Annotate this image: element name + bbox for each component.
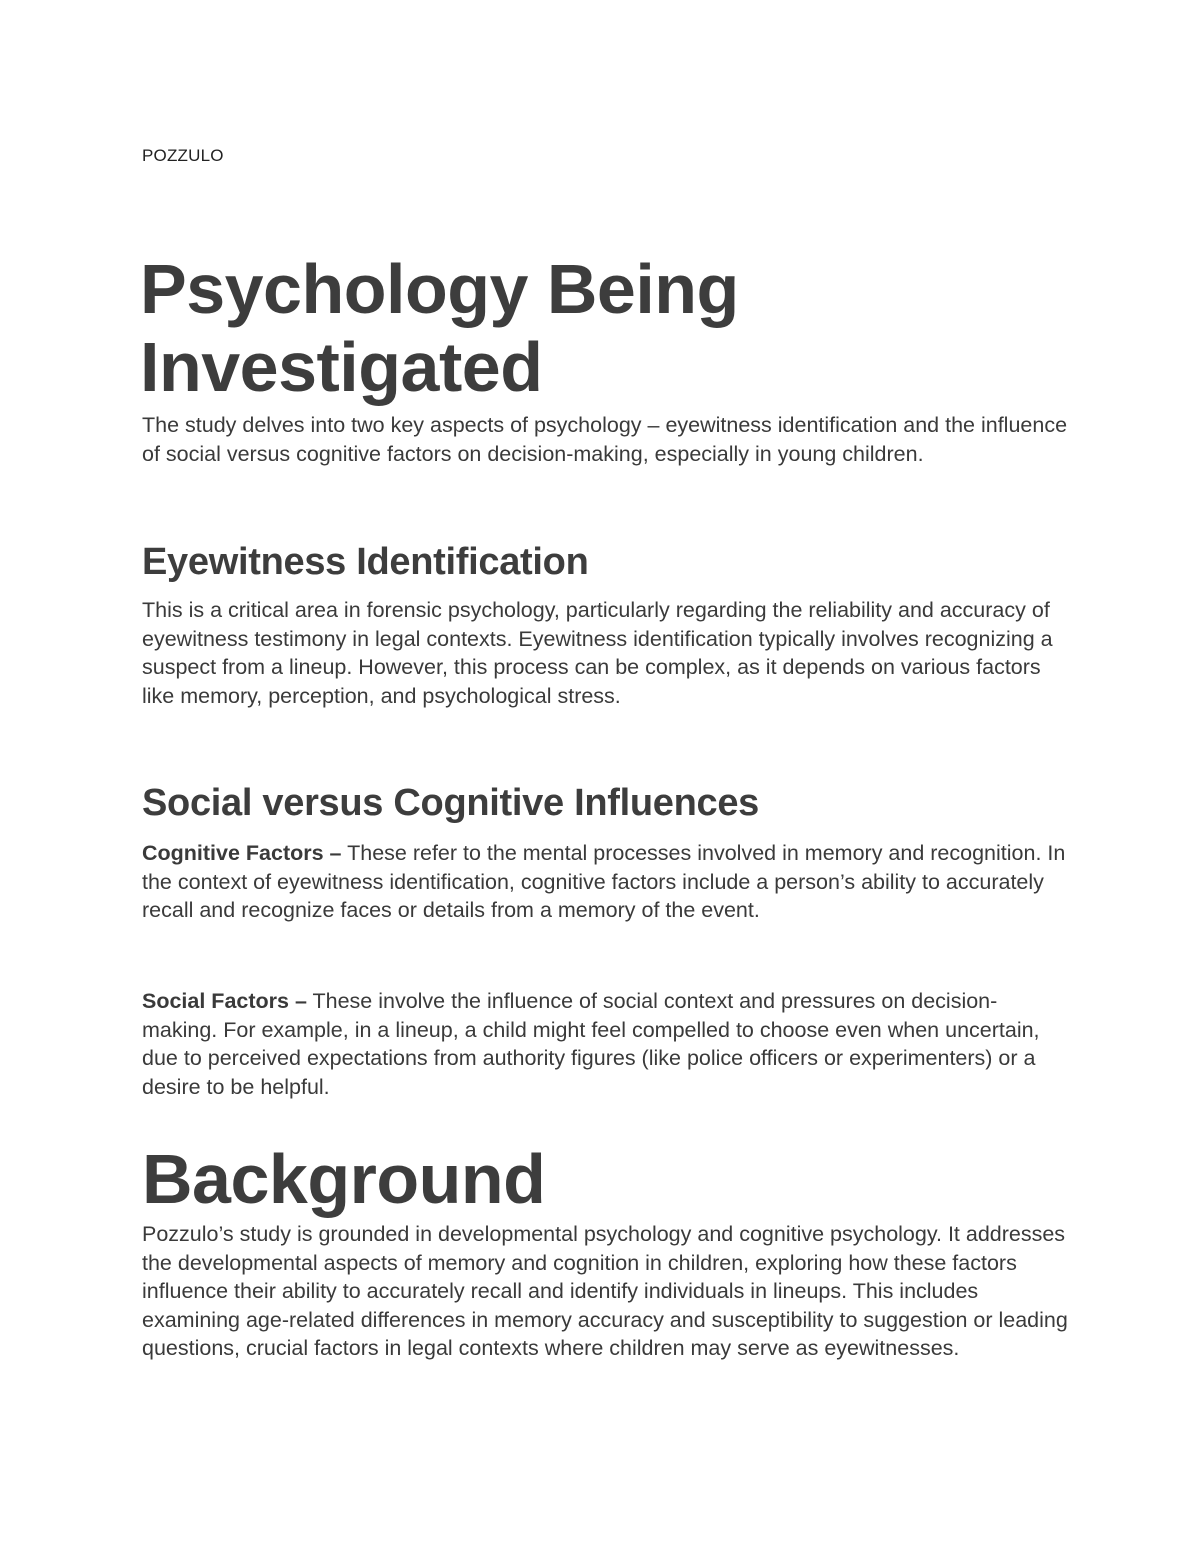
page-title-line-1: Psychology Being <box>140 250 739 328</box>
cognitive-factors-paragraph <box>142 839 1072 925</box>
social-factors-text: These involve the influence of social context and pressures on decision-making. For example, in a lineup, a child might feel compelled to choose even when uncertain, due to perceived expectations from authority figures (like police officers or experimenters) or a desire to be helpful. <box>142 989 1040 1099</box>
background-heading: Background <box>142 1140 546 1218</box>
cognitive-factors-text: These refer to the mental processes involved in memory and recognition. In the context of eyewitness identification, cognitive factors include a person’s ability to accurately recall and recognize faces or details from a memory of the event. <box>142 841 1066 922</box>
eyewitness-heading: Eyewitness Identification <box>142 541 589 583</box>
cognitive-factors-term: Cognitive Factors – <box>142 841 342 865</box>
background-paragraph: Pozzulo’s study is grounded in developmental psychology and cognitive psychology. It addresses the developmental aspects of memory and cognition in children, exploring how these factors influence their ability to accurately recall and identify individuals in lineups. This includes examining age-related differences in memory accuracy and susceptibility to suggestion or leading questions, crucial factors in legal contexts where children may serve as eyewitnesses. <box>142 1222 1068 1360</box>
running-head: POZZULO <box>142 146 224 165</box>
eyewitness-paragraph: This is a critical area in forensic psychology, particularly regarding the reliability and accuracy of eyewitness testimony in legal contexts. Eyewitness identification typically involves recognizing a suspect from a lineup. However, this process can be complex, as it depends on various factors like memory, perception, and psychological stress. <box>142 598 1053 708</box>
social-factors-paragraph <box>142 987 1072 1101</box>
page-title-line-2: Investigated <box>140 328 543 406</box>
page-title <box>140 250 739 406</box>
influences-heading: Social versus Cognitive Influences <box>142 782 760 824</box>
social-factors-term: Social Factors – <box>142 989 307 1013</box>
intro-paragraph: The study delves into two key aspects of psychology – eyewitness identification and the influence of social versus cognitive factors on decision-making, especially in young children. <box>142 413 1068 466</box>
